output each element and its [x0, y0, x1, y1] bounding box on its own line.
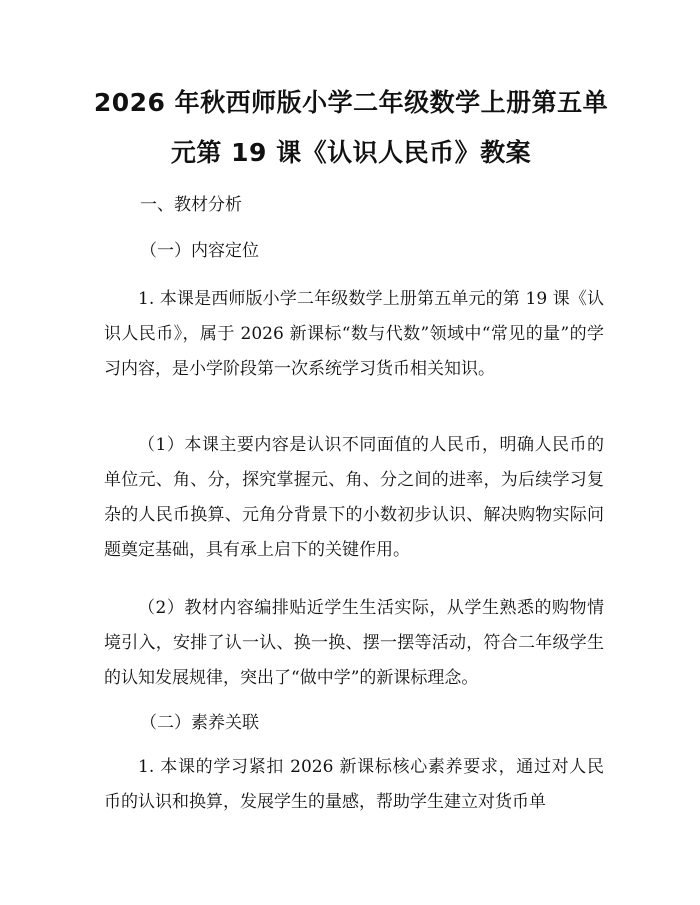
document-title-line-2: 元第 19 课《认识人民币》教案 [170, 138, 532, 167]
paragraph-3: （2）教材内容编排贴近学生生活实际，从学生熟悉的购物情境引入，安排了认一认、换一换、摆一摆等活动，符合二年级学生的认知发展规律，突出了“做中学”的新课标理念。 [104, 598, 604, 688]
paragraph-2: （1）本课主要内容是认识不同面值的人民币，明确人民币的单位元、角、分，探究掌握元、角、分之间的进率，为后续学习复杂的人民币换算、元角分背景下的小数初步认识、解决购物实际问题奠定基础，具有承上启下的关键作用。 [104, 435, 604, 560]
subsection-heading-literacy-connection: （二）素养关联 [140, 713, 259, 733]
document-title-line-1: 2026 年秋西师版小学二年级数学上册第五单 [93, 88, 609, 117]
subsection-heading-content-positioning: （一）内容定位 [140, 241, 259, 261]
paragraph-1: 1. 本课是西师版小学二年级数学上册第五单元的第 19 课《认识人民币》，属于 2026 新课标“数与代数”领域中“常见的量”的学习内容，是小学阶段第一次系统学习货币相关知识。 [104, 289, 604, 379]
paragraph-4: 1. 本课的学习紧扣 2026 新课标核心素养要求，通过对人民币的认识和换算，发展学生的量感，帮助学生建立对货币单 [104, 757, 604, 812]
section-heading-textbook-analysis: 一、教材分析 [140, 195, 242, 215]
